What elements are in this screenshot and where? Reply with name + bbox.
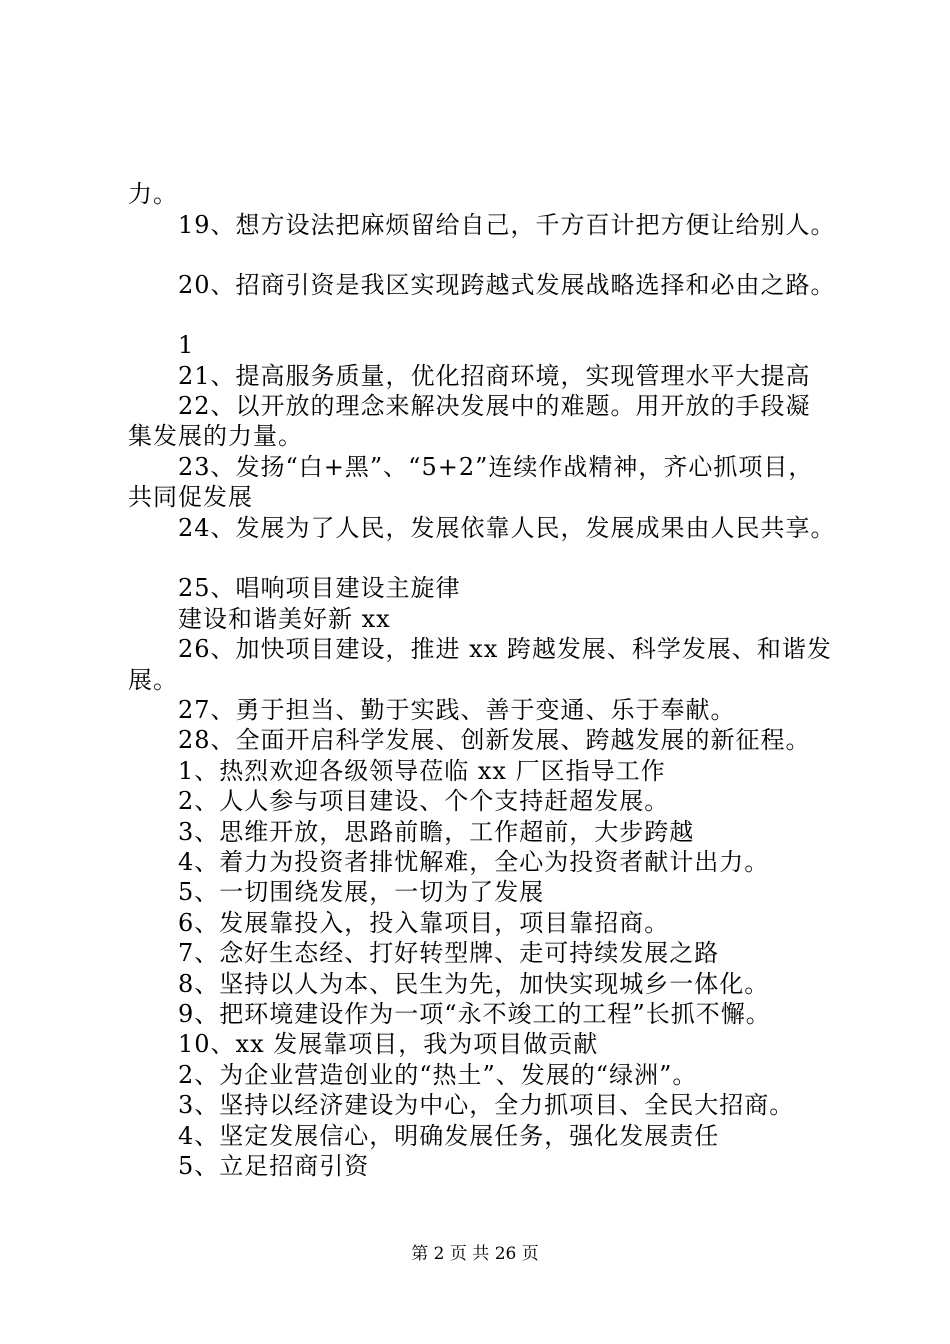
text-line: 2、人人参与项目建设、个个支持赶超发展。 [178, 787, 670, 815]
text-line: 8、坚持以人为本、民生为先，加快实现城乡一体化。 [178, 970, 770, 998]
text-line: 4、着力为投资者排忧解难，全心为投资者献计出力。 [178, 848, 770, 876]
text-line: 1 [178, 331, 195, 359]
text-line: 5、立足招商引资 [178, 1152, 370, 1180]
text-line: 10、xx 发展靠项目，我为项目做贡献 [178, 1030, 599, 1058]
text-line: 共同促发展 [128, 483, 253, 511]
text-line: 25、唱响项目建设主旋律 [178, 574, 461, 602]
text-line: 19、想方设法把麻烦留给自己，千方百计把方便让给别人。 [178, 211, 836, 239]
text-line: 9、把环境建设作为一项“永不竣工的工程”长抓不懈。 [178, 1000, 771, 1028]
text-line: 4、坚定发展信心，明确发展任务，强化发展责任 [178, 1122, 720, 1150]
text-line: 1、热烈欢迎各级领导莅临 xx 厂区指导工作 [178, 757, 666, 785]
text-line: 2、为企业营造创业的“热土”、发展的“绿洲”。 [178, 1061, 698, 1089]
text-line: 建设和谐美好新 xx [178, 605, 391, 633]
text-line: 21、提高服务质量，优化招商环境，实现管理水平大提高 [178, 362, 811, 390]
text-line: 3、坚持以经济建设为中心，全力抓项目、全民大招商。 [178, 1091, 795, 1119]
text-line: 集发展的力量。 [128, 422, 303, 450]
text-line: 24、发展为了人民，发展依靠人民，发展成果由人民共享。 [178, 514, 836, 542]
page-footer: 第 2 页 共 26 页 [411, 1244, 539, 1264]
text-line: 5、一切围绕发展，一切为了发展 [178, 878, 545, 906]
text-line: 力。 [128, 180, 178, 208]
text-line: 23、发扬“白+黑”、“5+2”连续作战精神，齐心抓项目， [178, 453, 814, 481]
text-line: 展。 [128, 666, 178, 694]
text-line: 6、发展靠投入，投入靠项目，项目靠招商。 [178, 909, 670, 937]
text-line: 26、加快项目建设，推进 xx 跨越发展、科学发展、和谐发 [178, 635, 832, 663]
text-line: 7、念好生态经、打好转型牌、走可持续发展之路 [178, 939, 720, 967]
text-line: 27、勇于担当、勤于实践、善于变通、乐于奉献。 [178, 696, 736, 724]
text-line: 22、以开放的理念来解决发展中的难题。用开放的手段凝 [178, 392, 811, 420]
text-line: 28、全面开启科学发展、创新发展、跨越发展的新征程。 [178, 726, 811, 754]
text-line: 3、思维开放，思路前瞻，工作超前，大步跨越 [178, 818, 695, 846]
text-line: 20、招商引资是我区实现跨越式发展战略选择和必由之路。 [178, 271, 836, 299]
